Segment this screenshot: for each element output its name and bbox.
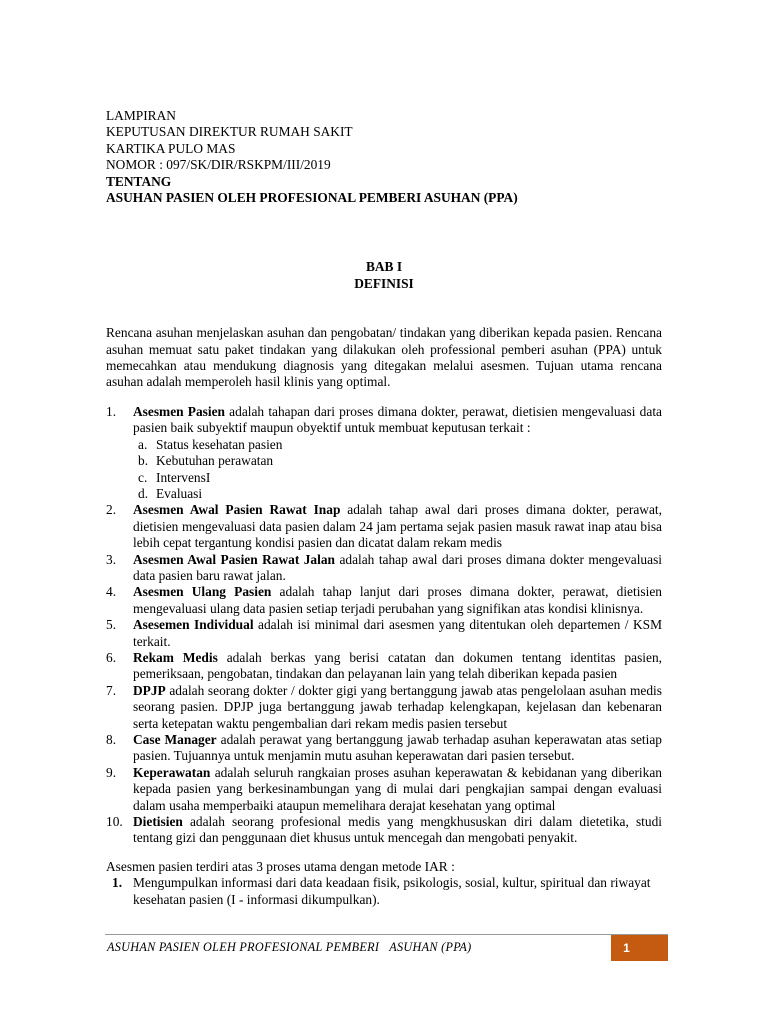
footer-title-left: ASUHAN PASIEN OLEH PROFESIONAL PEMBERI xyxy=(107,940,380,954)
definition-term: Asesmen Awal Pasien Rawat Jalan xyxy=(133,551,335,567)
definition-number: 1. xyxy=(106,403,117,419)
definition-item xyxy=(106,584,662,617)
subitem-letter: a. xyxy=(138,436,148,452)
definition-text: adalah tahapan dari proses dimana dokter, perawat, dietisien mengevaluasi data pasien baik subyektif maupun obyektif untuk membuat keputusan terkait : xyxy=(133,403,662,436)
subitem-letter: b. xyxy=(138,453,149,469)
chapter-title: DEFINISI xyxy=(354,275,414,291)
definition-number: 9. xyxy=(106,764,117,780)
iar-number: 1. xyxy=(112,875,123,891)
definition-item xyxy=(106,404,662,502)
definition-term: Case Manager xyxy=(133,732,217,747)
header-line-subject: ASUHAN PASIEN OLEH PROFESIONAL PEMBERI ASUHAN (PPA) xyxy=(106,190,518,206)
definition-term: Dietisien xyxy=(133,814,183,830)
subitem xyxy=(133,486,662,502)
definition-number: 7. xyxy=(106,682,117,698)
definition-term: DPJP xyxy=(133,682,166,698)
subitem xyxy=(133,437,662,453)
definition-subitems xyxy=(133,437,662,503)
header-line-hospital: KARTIKA PULO MAS xyxy=(106,140,236,156)
definition-text: adalah berkas yang berisi catatan dan dokumen tentang identitas pasien, pemeriksaan, pengobatan, tindakan dan pelayanan lain yang telah diberikan kepada pasien xyxy=(133,649,662,682)
definition-text: adalah seorang profesional medis yang mengkhususkan diri dalam dietetika, studi tentang gizi dan penggunaan diet khusus untuk mencegah dan mengobati penyakit. xyxy=(133,814,662,846)
definition-number: 6. xyxy=(106,649,117,665)
definition-item xyxy=(106,765,662,814)
definition-text: adalah tahap lanjut dari proses dimana dokter, perawat, dietisien mengevaluasi ulang data pasien setiap terjadi perubahan yang signifikan atas kondisi klinisnya. xyxy=(133,584,663,616)
definition-item xyxy=(106,683,662,732)
header-line-keputusan: KEPUTUSAN DIREKTUR RUMAH SAKIT xyxy=(106,124,353,140)
definition-term: Rekam Medis xyxy=(133,649,218,665)
iar-intro: Asesmen pasien terdiri atas 3 proses utama dengan metode IAR : xyxy=(106,858,455,874)
definition-term: Asesemen Individual xyxy=(133,617,254,633)
chapter-number: BAB I xyxy=(365,259,403,275)
subitem xyxy=(133,470,662,486)
definition-term: Asesmen Ulang Pasien xyxy=(133,584,272,600)
definition-text: adalah isi minimal dari asesmen yang ditentukan oleh departemen / KSM terkait. xyxy=(133,617,662,649)
document-header xyxy=(106,108,662,206)
header-line-tentang: TENTANG xyxy=(106,173,172,189)
definition-term: Keperawatan xyxy=(133,764,211,780)
header-line-nomor: NOMOR : 097/SK/DIR/RSKPM/III/2019 xyxy=(106,157,331,173)
definition-item xyxy=(106,650,662,683)
subitem-text: IntervensI xyxy=(156,469,211,485)
definition-item xyxy=(106,552,662,585)
definition-text: adalah tahap awal dari proses dimana dokter mengevaluasi data pasien baru rawat jalan. xyxy=(133,551,662,583)
footer-title-right: ASUHAN (PPA) xyxy=(389,940,472,954)
definition-number: 2. xyxy=(106,502,117,518)
definition-number: 8. xyxy=(106,732,117,747)
iar-item xyxy=(106,875,662,908)
footer-title xyxy=(107,940,472,955)
definition-text: adalah seluruh rangkaian proses asuhan keperawatan & kebidanan yang diberikan kepada pasien yang berkesinambungan yang di mulai dari pengkajian sampai dengan evaluasi dalam usaha memperbaiki ataupun memelihara derajat kesehatan yang optimal xyxy=(133,764,662,813)
subitem-text: Evaluasi xyxy=(156,485,203,501)
header-line-lampiran: LAMPIRAN xyxy=(106,108,176,123)
subitem-text: Kebutuhan perawatan xyxy=(156,453,274,469)
document-page xyxy=(106,108,662,908)
definitions-list xyxy=(106,404,662,847)
definition-number: 4. xyxy=(106,584,117,600)
subitem-text: Status kesehatan pasien xyxy=(156,436,283,452)
definition-number: 3. xyxy=(106,551,117,567)
definition-text: adalah perawat yang bertanggung jawab terhadap asuhan keperawatan atas setiap pasien. Tujuannya untuk menjamin mutu asuhan keperawatan dari pasien tersebut. xyxy=(133,732,662,764)
definition-item xyxy=(106,502,662,551)
iar-text: Mengumpulkan informasi dari data keadaan fisik, psikologis, sosial, kultur, spiritual dan riwayat kesehatan pasien (I - informasi dikumpulkan). xyxy=(133,875,651,907)
intro-paragraph: Rencana asuhan menjelaskan asuhan dan pengobatan/ tindakan yang diberikan kepada pasien. Rencana asuhan memuat satu paket tindakan yang dilakukan oleh professional pemberi asuhan (PPA) untuk memecahkan atau mendukung diagnosis yang ditegakan melalui asesmen. Tujuan utama rencana asuhan adalah memperoleh hasil klinis yang optimal. xyxy=(106,325,662,390)
subitem-letter: d. xyxy=(138,485,149,501)
definition-item xyxy=(106,617,662,650)
definition-item xyxy=(106,732,662,765)
page-footer xyxy=(105,934,668,961)
definition-number: 5. xyxy=(106,617,117,633)
definition-text: adalah seorang dokter / dokter gigi yang bertanggung jawab atas pengelolaan asuhan medis seorang pasien. DPJP juga bertanggung jawab terhadap kelengkapan, kejelasan dan kebenaran serta ketepatan waktu pengembalian dari rekam medis pasien tersebut xyxy=(133,682,662,731)
definition-term: Asesmen Pasien xyxy=(133,403,225,419)
page-number-badge xyxy=(611,935,668,961)
iar-list xyxy=(106,875,662,908)
definition-text: adalah tahap awal dari proses dimana dokter, perawat, dietisien mengevaluasi data pasien dalam 24 jam pertama sejak pasien masuk rawat inap atau bisa lebih cepat tergantung kondisi pasien dan dicatat dalam rekam medis xyxy=(133,502,662,551)
definition-number: 10. xyxy=(106,814,123,830)
subitem-letter: c. xyxy=(138,469,148,485)
page-number: 1 xyxy=(623,941,630,955)
definition-item xyxy=(106,814,662,847)
definition-term: Asesmen Awal Pasien Rawat Inap xyxy=(133,502,341,518)
subitem xyxy=(133,453,662,469)
